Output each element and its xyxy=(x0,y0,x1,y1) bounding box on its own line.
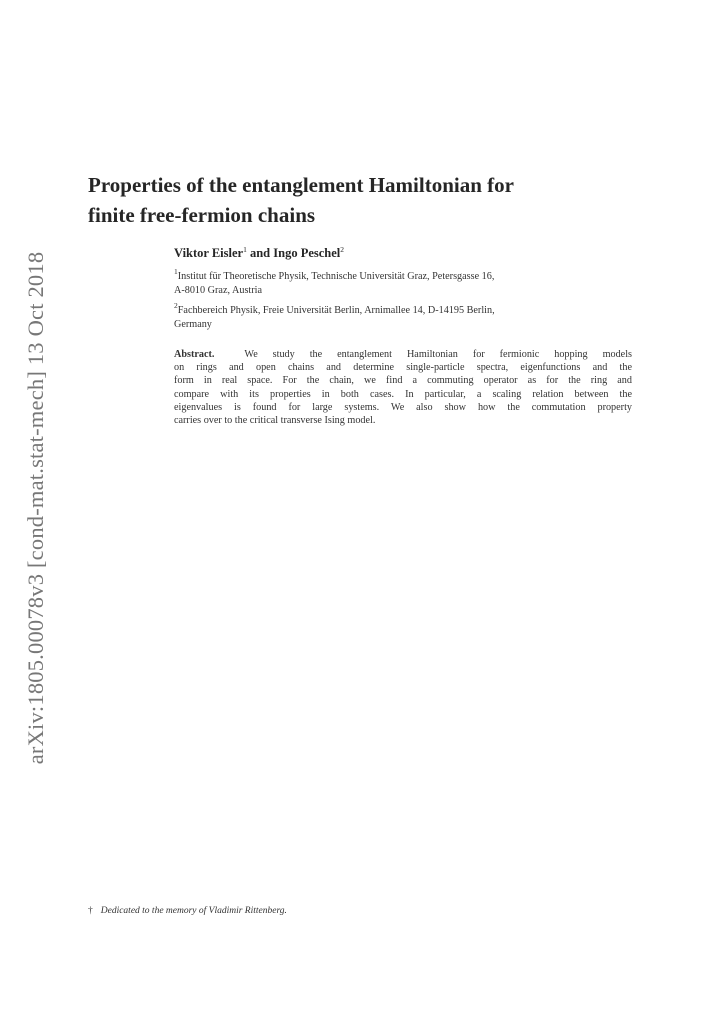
title-line-1: Properties of the entanglement Hamiltonian for xyxy=(88,173,514,197)
abstract-line-5: eigenvalues is found for large systems. We also show how the commutation property xyxy=(174,401,632,413)
abstract-line-1 xyxy=(174,348,632,361)
affiliation-graz-line-2: A-8010 Graz, Austria xyxy=(174,285,262,296)
author-peschel: Ingo Peschel xyxy=(273,246,341,260)
affiliation-berlin-line-2: Germany xyxy=(174,319,212,330)
author-eisler-affiliation-mark: 1 xyxy=(243,245,247,254)
abstract-line-4: compare with its properties in both cases. In particular, a scaling relation between the xyxy=(174,388,632,400)
affiliation-graz xyxy=(174,265,634,298)
author-eisler: Viktor Eisler xyxy=(174,246,244,260)
footnote-text: Dedicated to the memory of Vladimir Rittenberg. xyxy=(100,906,287,916)
paper-title xyxy=(88,170,648,230)
author-connector: and xyxy=(246,246,274,260)
dedication-footnote xyxy=(88,906,287,916)
affiliation-berlin-mark: 2 xyxy=(174,301,178,310)
arxiv-identifier-text: arXiv:1805.00078v3 [cond-mat.stat-mech] 13 Oct 2018 xyxy=(23,251,48,765)
affiliation-graz-text-1: Institut für Theoretische Physik, Technische Universität Graz, Petersgasse 16, xyxy=(177,271,495,282)
abstract-line-3: form in real space. For the chain, we find a commuting operator as for the ring and xyxy=(174,375,632,387)
affiliation-berlin-line-1 xyxy=(174,299,634,318)
abstract-label: Abstract. xyxy=(174,349,215,360)
affiliation-berlin-text-1: Fachbereich Physik, Freie Universität Berlin, Arnimallee 14, D-14195 Berlin, xyxy=(177,305,495,316)
abstract xyxy=(174,348,632,427)
arxiv-identifier-stamp xyxy=(16,232,56,784)
author-peschel-affiliation-mark: 2 xyxy=(340,245,345,254)
affiliation-graz-mark: 1 xyxy=(174,267,178,276)
abstract-text-1: We study the entanglement Hamiltonian for fermionic hopping models xyxy=(244,349,633,360)
author-list xyxy=(174,245,344,261)
title-line-2: finite free-fermion chains xyxy=(88,203,316,227)
abstract-line-2: on rings and open chains and determine single-particle spectra, eigenfunctions and the xyxy=(174,362,632,374)
affiliation-graz-line-1 xyxy=(174,265,634,284)
affiliation-berlin xyxy=(174,299,634,332)
footnote-dagger: † xyxy=(88,906,93,916)
abstract-line-6: carries over to the critical transverse Ising model. xyxy=(174,414,376,426)
